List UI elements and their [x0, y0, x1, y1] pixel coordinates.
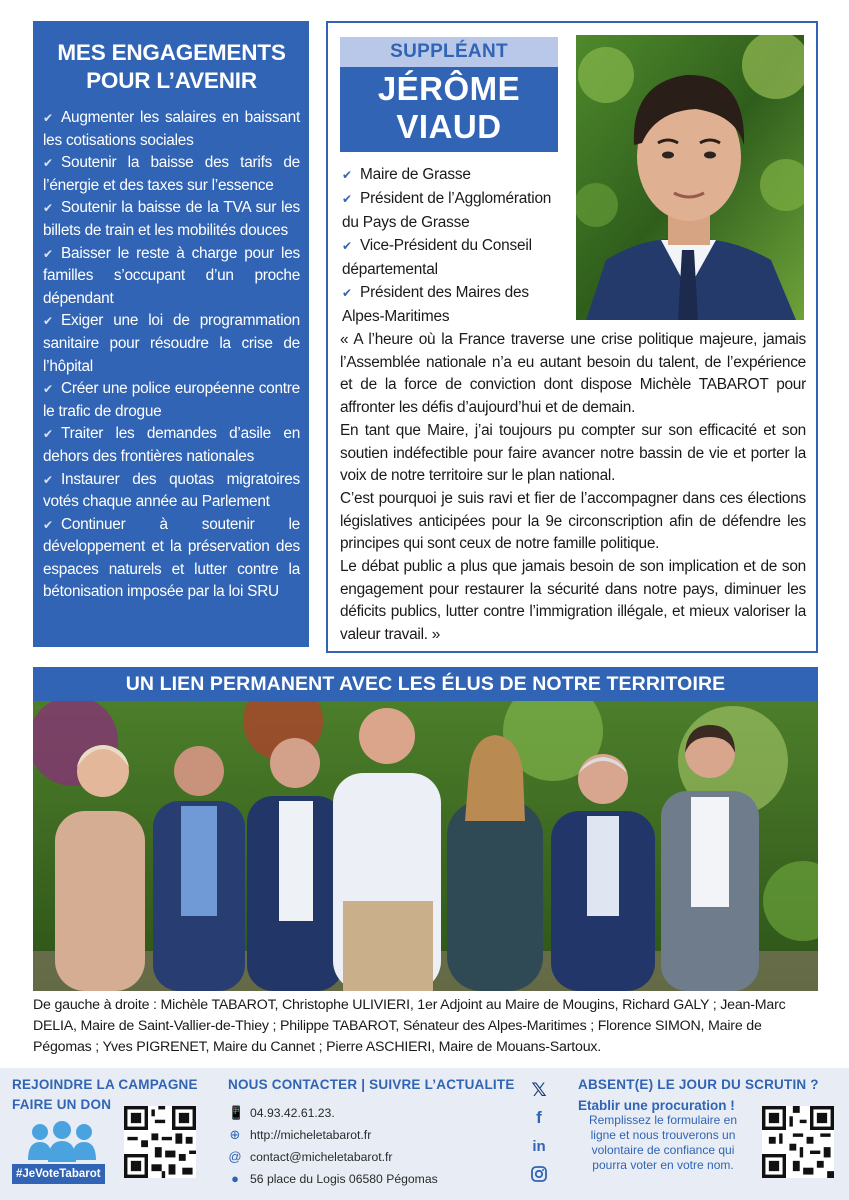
engagements-title-line1: MES ENGAGEMENTS — [57, 40, 286, 65]
engagements-panel — [33, 21, 309, 647]
photo-caption: De gauche à droite : Michèle TABAROT, Christophe ULIVIERI, 1er Adjoint au Maire de Mougins, Richard GALY ; Jean-Marc DELIA, Maire de Saint-Vallier-de-Thiey ; Philippe TABAROT, Sénateur des Alpes-Maritimes ; Florence SIMON, Maire de Pégomas ; Yves PIGRENET, Maire du Cannet ; Pierre ASCHIERI, Maire de Mouans-Sartoux. — [33, 997, 786, 1055]
footer — [0, 1068, 849, 1200]
contact-website-row[interactable] — [228, 1124, 528, 1146]
x-icon[interactable]: 𝕏 — [531, 1079, 547, 1101]
check-icon: ✔ — [43, 201, 53, 216]
globe-icon: ⊕ — [229, 1127, 241, 1142]
engagement-item: ✔ Instaurer des quotas migratoires votés chaque année au Parlement — [43, 470, 300, 511]
check-icon: ✔ — [43, 111, 53, 125]
engagement-item: ✔ Baisser le reste à charge pour les familles s’occupant d’un proche dépendant — [43, 244, 300, 307]
phone-icon: 📱 — [228, 1105, 245, 1120]
instagram-glyph — [531, 1166, 547, 1182]
engagement-item: ✔ Exiger une loi de programmation sanitaire pour résoudre la crise de l’hôpital — [43, 312, 300, 375]
join-campaign-title[interactable]: REJOINDRE LA CAMPAGNE — [12, 1077, 198, 1092]
check-icon: ✔ — [342, 168, 352, 182]
engagements-title — [43, 39, 300, 95]
role-item: ✔ Maire de Grasse — [342, 163, 562, 187]
suppleant-title-block — [340, 37, 558, 152]
contact-phone-row[interactable] — [228, 1102, 528, 1124]
suppleant-label: SUPPLÉANT — [340, 37, 558, 67]
at-icon: @ — [228, 1149, 242, 1164]
facebook-icon[interactable]: f — [536, 1108, 542, 1127]
contact-title: NOUS CONTACTER | SUIVRE L’ACTUALITE — [228, 1077, 515, 1092]
footer-proxy-column — [578, 1076, 843, 1173]
engagement-item: ✔ Augmenter les salaires en baissant les cotisations sociales — [43, 109, 300, 149]
check-icon: ✔ — [342, 286, 352, 300]
social-links — [528, 1076, 550, 1188]
contact-email-row[interactable] — [228, 1146, 528, 1168]
proxy-text: Remplissez le formulaire en ligne et nous trouverons un volontaire de confiance qui pourra voter en votre nom. — [588, 1113, 738, 1172]
suppleant-first-name: JÉRÔME — [377, 70, 521, 107]
contact-phone[interactable]: 04.93.42.61.23. — [250, 1106, 335, 1120]
proxy-title[interactable]: Etablir une procuration ! — [578, 1098, 735, 1113]
location-pin-icon: ● — [231, 1171, 239, 1186]
check-icon: ✔ — [43, 427, 53, 442]
engagement-item: ✔ Continuer à soutenir le développement et la préservation des espaces naturels et lutter contre la bétonisation imposée par la loi SRU — [43, 515, 300, 601]
engagements-title-line2: POUR L’AVENIR — [86, 68, 257, 93]
footer-contact-column — [228, 1076, 528, 1190]
absent-title: ABSENT(E) LE JOUR DU SCRUTIN ? — [578, 1077, 819, 1092]
group-photo-illustration — [33, 701, 818, 991]
footer-campaign-column — [12, 1076, 217, 1180]
quote-paragraph: C’est pourquoi je suis ravi et fier de l’accompagner dans ces élections législatives anticipées pour la 9e circonscription afin de défendre les principes qui sont ceux de notre famille politique. — [340, 489, 806, 553]
suppleant-roles-list — [342, 163, 562, 328]
contact-address-row — [228, 1168, 528, 1190]
suppleant-name — [340, 67, 558, 152]
portrait-illustration — [576, 35, 804, 320]
check-icon: ✔ — [43, 517, 53, 532]
role-item: ✔ Président des Maires des Alpes-Maritimes — [342, 284, 529, 325]
check-icon: ✔ — [43, 156, 53, 171]
quote-paragraph: « A l’heure où la France traverse une crise politique majeure, jamais l’Assemblée nationale n’a eu autant besoin du talent, de l’expérience et de la force de conviction dont dispose Michèle TABAROT pour affronter les défis d’aujourd’hui et de demain. — [340, 331, 806, 417]
supporters-icon — [26, 1120, 98, 1166]
engagement-item: ✔ Soutenir la baisse de la TVA sur les billets de train et les mobilités douces — [43, 199, 300, 239]
hashtag-badge: #JeVoteTabarot — [12, 1164, 105, 1184]
engagement-item: ✔ Soutenir la baisse des tarifs de l’énergie et des taxes sur l’essence — [43, 154, 300, 194]
quote-paragraph: Le débat public a plus que jamais besoin de son implication et de son engagement pour restaurer la sécurité dans notre pays, diminuer les déficits publics, lutter contre l’immigration illégale, et mieux valoriser la valeur travail. » — [340, 558, 806, 644]
suppleant-panel — [326, 21, 818, 653]
group-photo — [33, 701, 818, 991]
contact-website-link[interactable]: http://micheletabarot.fr — [250, 1128, 372, 1142]
contact-address: 56 place du Logis 06580 Pégomas — [250, 1172, 438, 1186]
check-icon: ✔ — [43, 472, 53, 487]
check-icon: ✔ — [43, 314, 53, 329]
engagements-list — [43, 107, 300, 604]
contact-email-link[interactable]: contact@micheletabarot.fr — [250, 1150, 393, 1164]
campaign-qr-code[interactable] — [124, 1106, 196, 1178]
instagram-icon[interactable] — [528, 1160, 550, 1188]
role-item: ✔ Président de l’Agglomération du Pays de Grasse — [342, 190, 552, 231]
check-icon: ✔ — [342, 192, 352, 206]
engagement-item: ✔ Traiter les demandes d’asile en dehors des frontières nationales — [43, 425, 300, 465]
engagement-item: ✔ Créer une police européenne contre le trafic de drogue — [43, 380, 300, 420]
elus-banner: UN LIEN PERMANENT AVEC LES ÉLUS DE NOTRE TERRITOIRE — [33, 667, 818, 701]
check-icon: ✔ — [43, 382, 53, 397]
check-icon: ✔ — [342, 239, 352, 253]
suppleant-quote — [340, 329, 806, 647]
proxy-qr-code[interactable] — [762, 1106, 834, 1178]
suppleant-last-name: VIAUD — [396, 108, 502, 145]
linkedin-icon[interactable]: in — [532, 1137, 546, 1155]
quote-paragraph: En tant que Maire, j’ai toujours pu compter sur son efficacité et son soutien indéfectible pour faire avancer notre bassin de vie et porter la voix de notre territoire sur le plan national. — [340, 421, 806, 485]
donate-title[interactable]: FAIRE UN DON — [12, 1097, 112, 1112]
check-icon: ✔ — [43, 246, 53, 261]
suppleant-portrait-photo — [576, 35, 804, 320]
role-item: ✔ Vice-Président du Conseil départemental — [342, 237, 532, 278]
